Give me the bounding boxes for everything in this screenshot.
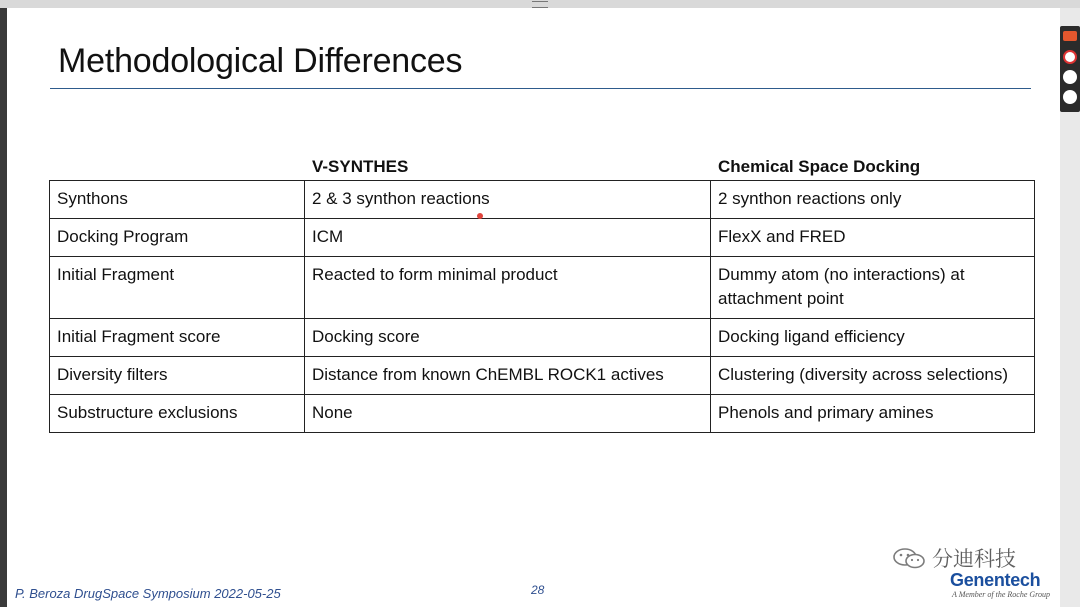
table-cell: Initial Fragment score xyxy=(50,319,305,357)
table-row xyxy=(50,219,1035,257)
table-cell: Reacted to form minimal product xyxy=(305,257,711,319)
table-cell: Dummy atom (no interactions) at attachment point xyxy=(711,257,1035,319)
pen-icon[interactable] xyxy=(1063,90,1077,104)
watermark xyxy=(892,543,1016,573)
column-header-v-synthes: V-SYNTHES xyxy=(312,157,409,176)
table-cell: Docking ligand efficiency xyxy=(711,319,1035,357)
genentech-tagline: A Member of the Roche Group xyxy=(952,590,1050,599)
page-number: 28 xyxy=(531,583,545,597)
table-cell: Distance from known ChEMBL ROCK1 actives xyxy=(305,357,711,395)
table-row xyxy=(50,357,1035,395)
genentech-logo: Genentech xyxy=(950,570,1041,590)
table-cell: ICM xyxy=(305,219,711,257)
record-icon[interactable] xyxy=(1063,50,1077,64)
table-cell: 2 & 3 synthon reactions xyxy=(305,181,711,219)
table-cell: None xyxy=(305,395,711,433)
laser-pointer-icon xyxy=(477,213,483,219)
comparison-table xyxy=(49,180,1035,433)
table-cell: FlexX and FRED xyxy=(711,219,1035,257)
table-row xyxy=(50,257,1035,319)
slide-title: Methodological Differences xyxy=(58,42,463,80)
table-cell: 2 synthon reactions only xyxy=(711,181,1035,219)
wechat-icon xyxy=(892,547,926,569)
table-row xyxy=(50,181,1035,219)
table-cell: Initial Fragment xyxy=(50,257,305,319)
watermark-text: 分迪科技 xyxy=(932,548,1016,571)
table-row xyxy=(50,319,1035,357)
chat-icon[interactable] xyxy=(1063,70,1077,84)
table-row xyxy=(50,395,1035,433)
drag-handle-icon[interactable] xyxy=(532,1,548,8)
table-cell: Synthons xyxy=(50,181,305,219)
column-header-chemical-space-docking: Chemical Space Docking xyxy=(718,157,921,176)
left-edge xyxy=(0,8,7,607)
slide xyxy=(7,8,1060,607)
table-cell: Phenols and primary amines xyxy=(711,395,1035,433)
table-cell: Docking Program xyxy=(50,219,305,257)
table-cell: Substructure exclusions xyxy=(50,395,305,433)
table-cell: Docking score xyxy=(305,319,711,357)
flag-icon[interactable] xyxy=(1063,31,1077,41)
footer-citation: P. Beroza DrugSpace Symposium 2022-05-25 xyxy=(15,586,281,601)
title-rule xyxy=(50,88,1031,89)
table-cell: Clustering (diversity across selections) xyxy=(711,357,1035,395)
toolbar xyxy=(1060,26,1080,112)
table-cell: Diversity filters xyxy=(50,357,305,395)
